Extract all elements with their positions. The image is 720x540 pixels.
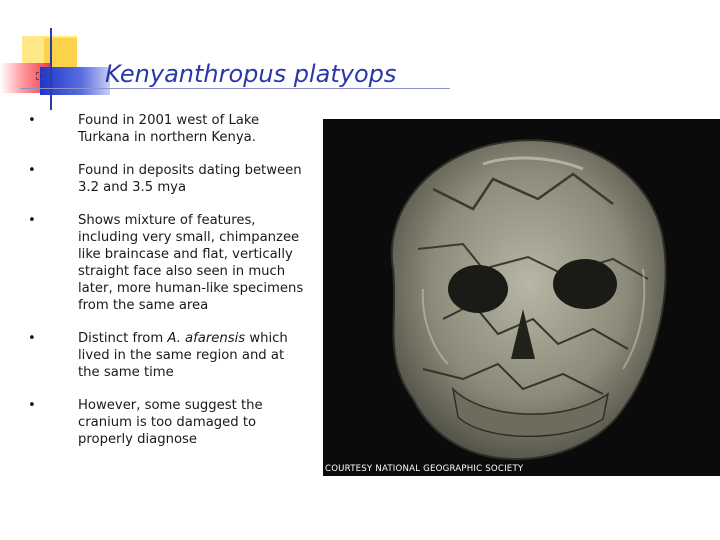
species-name: A. afarensis	[167, 331, 246, 346]
bullet-text: Found in 2001 west of Lake Turkana in northern Kenya.	[78, 113, 260, 145]
decor-dotted-mark	[36, 72, 44, 80]
bullet-symbol: •	[28, 113, 36, 128]
bullet-list	[28, 112, 308, 448]
bullet-text-suffix: which lived in the same region and at the same time	[78, 331, 288, 380]
bullet-text-prefix: Distinct from	[78, 331, 168, 346]
bullet-symbol: •	[28, 213, 36, 228]
bullet-item	[28, 212, 308, 314]
bullet-item	[28, 397, 308, 448]
bullet-text: Found in deposits dating between 3.2 and 3.5 mya	[78, 163, 302, 195]
decor-vertical-line	[50, 28, 52, 110]
decor-horizontal-line	[20, 88, 450, 89]
bullet-text: However, some suggest the cranium is too damaged to properly diagnose	[78, 398, 263, 447]
bullet-item	[28, 112, 308, 146]
bullet-item	[28, 330, 308, 381]
bullet-symbol: •	[28, 331, 36, 346]
bullet-symbol: •	[28, 398, 36, 413]
bullet-item	[28, 162, 308, 196]
photo-credit: COURTESY NATIONAL GEOGRAPHIC SOCIETY	[325, 464, 524, 474]
skull-photo	[323, 119, 720, 476]
bullet-text: Shows mixture of features, including very small, chimpanzee like braincase and flat, vertically straight face also seen in much later, more human-like specimens from the same area	[78, 213, 304, 313]
skull-illustration	[323, 119, 720, 476]
bullet-symbol: •	[28, 163, 36, 178]
slide-title: Kenyanthropus platyops	[105, 60, 397, 88]
